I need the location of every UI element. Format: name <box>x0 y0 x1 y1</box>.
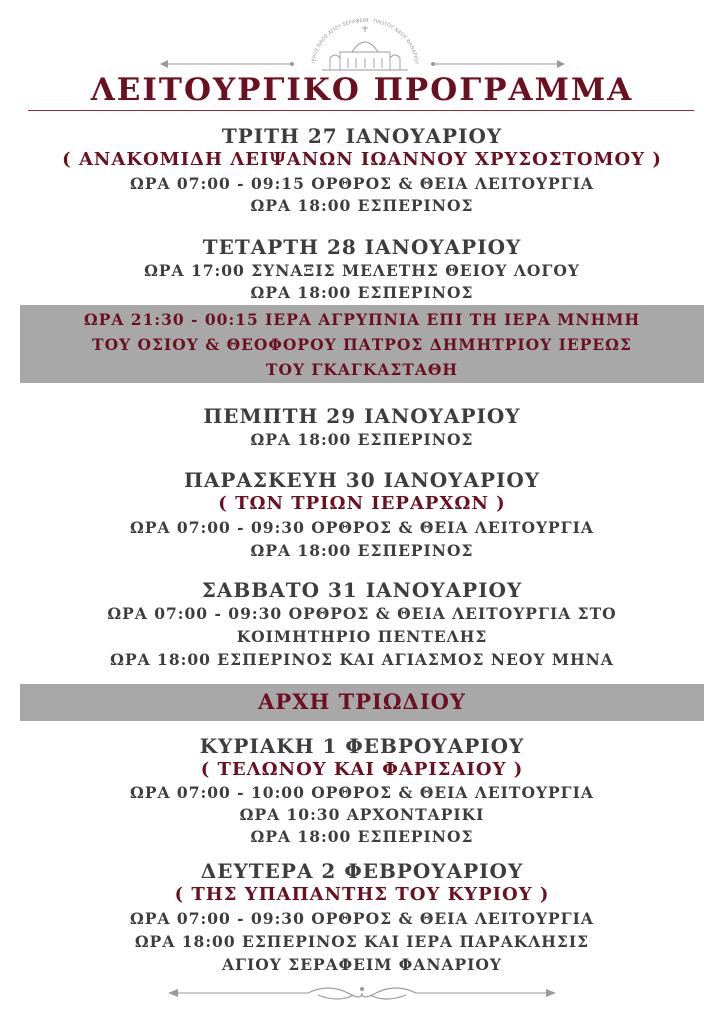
service-line: ΩΡΑ 18:00 ΕΣΠΕΡΙΝΟΣ <box>250 541 474 560</box>
day-heading-monday: ΔΕΥΤΕΡΑ 2 ΦΕΒΡΟΥΑΡΙΟΥ <box>200 859 524 883</box>
service-line: ΚΟΙΜΗΤΗΡΙΟ ΠΕΝΤΕΛΗΣ <box>236 627 488 646</box>
vigil-line: ΩΡΑ 21:30 - 00:15 ΙΕΡΑ ΑΓΡΥΠΝΙΑ ΕΠΙ ΤΗ ΙΕΡΑ ΜΝΗΜΗ <box>83 310 641 329</box>
service-line: ΩΡΑ 18:00 ΕΣΠΕΡΙΝΟΣ <box>250 827 474 846</box>
service-line: ΑΓΙΟΥ ΣΕΡΑΦΕΙΜ ΦΑΝΑΡΙΟΥ <box>221 955 502 974</box>
vigil-line: ΤΟΥ ΓΚΑΓΚΑΣΤΑΘΗ <box>265 360 459 379</box>
service-line: ΩΡΑ 18:00 ΕΣΠΕΡΙΝΟΣ <box>250 430 474 449</box>
service-line: ΩΡΑ 18:00 ΕΣΠΕΡΙΝΟΣ ΚΑΙ ΙΕΡΑ ΠΑΡΑΚΛΗΣΙΣ <box>134 932 590 951</box>
vigil-highlight-band <box>20 305 704 383</box>
top-right-flourish-icon <box>430 58 565 70</box>
service-line: ΩΡΑ 18:00 ΕΣΠΕΡΙΝΟΣ ΚΑΙ ΑΓΙΑΣΜΟΣ ΝΕΟΥ ΜΗΝΑ <box>110 650 614 669</box>
day-heading-saturday: ΣΑΒΒΑΤΟ 31 ΙΑΝΟΥΑΡΙΟΥ <box>201 578 523 602</box>
day-heading-tuesday: ΤΡΙΤΗ 27 ΙΑΝΟΥΑΡΙΟΥ <box>221 124 503 148</box>
day-heading-wednesday: ΤΕΤΑΡΤΗ 28 ΙΑΝΟΥΑΡΙΟΥ <box>202 235 522 259</box>
service-line: ΩΡΑ 07:00 - 09:15 ΟΡΘΡΟΣ & ΘΕΙΑ ΛΕΙΤΟΥΡΓΙΑ <box>130 174 594 193</box>
vigil-line: ΤΟΥ ΟΣΙΟΥ & ΘΕΟΦΟΡΟΥ ΠΑΤΡΟΣ ΔΗΜΗΤΡΙΟΥ ΙΕΡΕΩΣ <box>92 335 632 354</box>
logo-text: ΙΕΡΟΣ ΝΑΟΣ ΑΓΙΟΥ ΣΕΡΑΦΕΙΜ · ΠΡΩΤΟΥ ΝΑΟΥ ΦΑΝΑΡΙΟΥ <box>311 17 419 65</box>
feast-friday: ( ΤΩΝ ΤΡΙΩΝ ΙΕΡΑΡΧΩΝ ) <box>218 493 506 514</box>
service-line: ΩΡΑ 07:00 - 09:30 ΟΡΘΡΟΣ & ΘΕΙΑ ΛΕΙΤΟΥΡΓΙΑ <box>130 909 594 928</box>
service-line: ΩΡΑ 17:00 ΣΥΝΑΞΙΣ ΜΕΛΕΤΗΣ ΘΕΙΟΥ ΛΟΓΟΥ <box>144 261 580 280</box>
service-line: ΩΡΑ 10:30 ΑΡΧΟΝΤΑΡΙΚΙ <box>239 805 485 824</box>
feast-monday: ( ΤΗΣ ΥΠΑΠΑΝΤΗΣ ΤΟΥ ΚΥΡΙΟΥ ) <box>174 884 550 905</box>
feast-sunday: ( ΤΕΛΩΝΟΥ ΚΑΙ ΦΑΡΙΣΑΙΟΥ ) <box>200 759 524 780</box>
triodion-label: ΑΡΧΗ ΤΡΙΩΔΙΟΥ <box>258 689 466 714</box>
service-line: ΩΡΑ 07:00 - 09:30 ΟΡΘΡΟΣ & ΘΕΙΑ ΛΕΙΤΟΥΡΓΙΑ <box>130 518 594 537</box>
top-left-flourish-icon <box>160 58 295 70</box>
service-line: ΩΡΑ 07:00 - 09:30 ΟΡΘΡΟΣ & ΘΕΙΑ ΛΕΙΤΟΥΡΓΙΑ ΣΤΟ <box>107 604 617 623</box>
title-divider <box>28 110 694 111</box>
day-heading-sunday: ΚΥΡΙΑΚΗ 1 ΦΕΒΡΟΥΑΡΙΟΥ <box>199 734 525 758</box>
triodion-band <box>20 684 704 721</box>
service-line: ΩΡΑ 18:00 ΕΣΠΕΡΙΝΟΣ <box>250 196 474 215</box>
day-heading-thursday: ΠΕΜΠΤΗ 29 ΙΑΝΟΥΑΡΙΟΥ <box>203 404 521 428</box>
church-logo-icon <box>300 14 430 76</box>
service-line: ΩΡΑ 18:00 ΕΣΠΕΡΙΝΟΣ <box>250 283 474 302</box>
page-title: ΛΕΙΤΟΥΡΓΙΚΟ ΠΡΟΓΡΑΜΜΑ <box>90 72 634 108</box>
feast-tuesday: ( ΑΝΑΚΟΜΙΔΗ ΛΕΙΨΑΝΩΝ ΙΩΑΝΝΟΥ ΧΡΥΣΟΣΤΟΜΟΥ ) <box>62 149 662 170</box>
day-heading-friday: ΠΑΡΑΣΚΕΥΗ 30 ΙΑΝΟΥΑΡΙΟΥ <box>183 468 541 492</box>
service-line: ΩΡΑ 07:00 - 10:00 ΟΡΘΡΟΣ & ΘΕΙΑ ΛΕΙΤΟΥΡΓΙΑ <box>130 783 594 802</box>
bottom-flourish-icon <box>168 983 556 1003</box>
